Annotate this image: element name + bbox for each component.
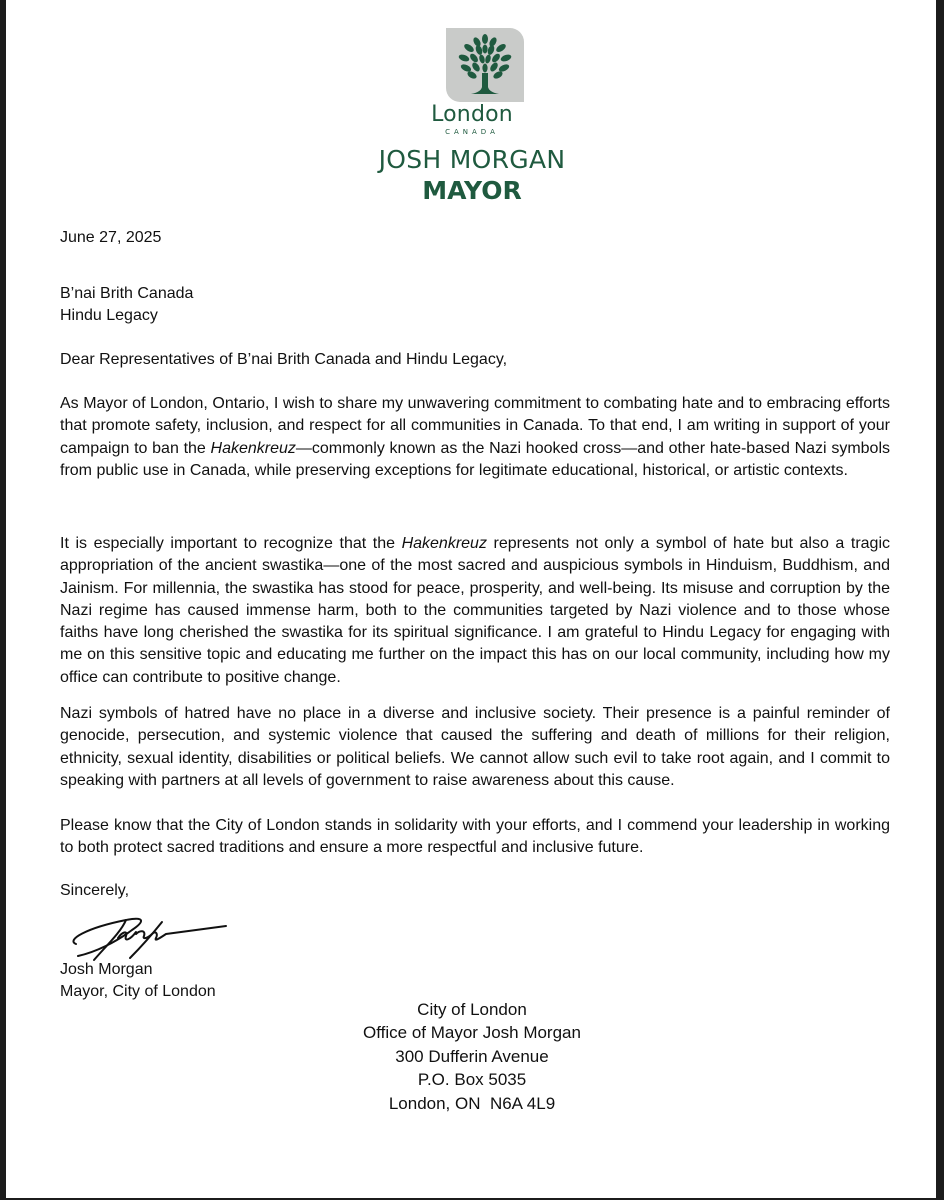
paragraph-3: Nazi symbols of hatred have no place in a diverse and inclusive society. Their presence is a painful reminder of genocide, persecution, and systemic violence that caused the suffering and death of millions for their religion, ethnicity, sexual identity, disabilities or political beliefs. We cannot allow such evil to take root again, and I commit to speaking with partners at all levels of government to raise awareness about this cause. xyxy=(60,705,890,789)
address-line-1: City of London xyxy=(417,1000,527,1019)
address-line-2: Office of Mayor Josh Morgan xyxy=(363,1023,581,1043)
mayor-name-heading: JOSH MORGAN xyxy=(378,145,566,174)
closing: Sincerely, xyxy=(60,882,130,899)
address-line-3: 300 Dufferin Avenue xyxy=(395,1046,549,1066)
address-line-4: P.O. Box 5035 xyxy=(417,1070,527,1090)
address-line-5: London, ON N6A 4L9 xyxy=(388,1093,556,1113)
handwritten-signature-icon xyxy=(66,908,236,962)
paragraph-2-text-a: It is especially important to recognize that the xyxy=(60,535,402,552)
signer-title: Mayor, City of London xyxy=(60,983,216,1000)
recipient-2: Hindu Legacy xyxy=(60,307,158,324)
paragraph-1-text-a: As Mayor of London, Ontario, I wish to share my unwavering commitment to combating hate and to embracing efforts that promote safety, inclusion, and respect for all communities in Canada. To that end, I am writing in support of your campaign to ban the xyxy=(60,395,890,457)
logo-country-name: CANADA xyxy=(445,128,499,136)
paragraph-2 xyxy=(60,533,890,689)
office-address xyxy=(0,998,944,1115)
salutation: Dear Representatives of B’nai Brith Canada and Hindu Legacy, xyxy=(60,351,508,368)
letter-date: June 27, 2025 xyxy=(60,229,162,246)
paragraph-1-text-b: —commonly known as the Nazi hooked cross—and other hate-based Nazi symbols from public use in Canada, while preserving exceptions for legitimate educational, historical, or artistic contexts. xyxy=(60,439,891,479)
paragraph-2-emphasis: Hakenkreuz xyxy=(401,535,487,552)
mayor-title-heading: MAYOR xyxy=(422,176,522,205)
logo-city-name: London xyxy=(431,102,513,127)
paragraph-2-text-b: represents not only a symbol of hate but also a tragic appropriation of the ancient swastika—one of the most sacred and auspicious symbols in Hinduism, Buddhism, and Jainism. For millennia, the swastika has stood for peace, prosperity, and well-being. Its misuse and corruption by the Nazi regime has caused immense harm, both to the communities targeted by Nazi violence and to those whose faiths have long cherished the swastika for its spiritual significance. I am grateful to Hindu Legacy for engaging with me on this sensitive topic and educating me further on the impact this has on our local community, including how my office can contribute to positive change. xyxy=(60,535,891,686)
paragraph-1 xyxy=(60,393,890,482)
recipient-1: B’nai Brith Canada xyxy=(60,285,194,302)
paragraph-1-emphasis: Hakenkreuz xyxy=(210,439,296,457)
paragraph-4: Please know that the City of London stands in solidarity with your efforts, and I commend your leadership in working to both protect sacred traditions and ensure a more respectful and inclusive future. xyxy=(60,817,890,857)
tree-icon xyxy=(455,33,515,99)
letter-page xyxy=(6,0,936,1198)
signer-name: Josh Morgan xyxy=(60,961,153,978)
london-logo xyxy=(446,28,524,102)
